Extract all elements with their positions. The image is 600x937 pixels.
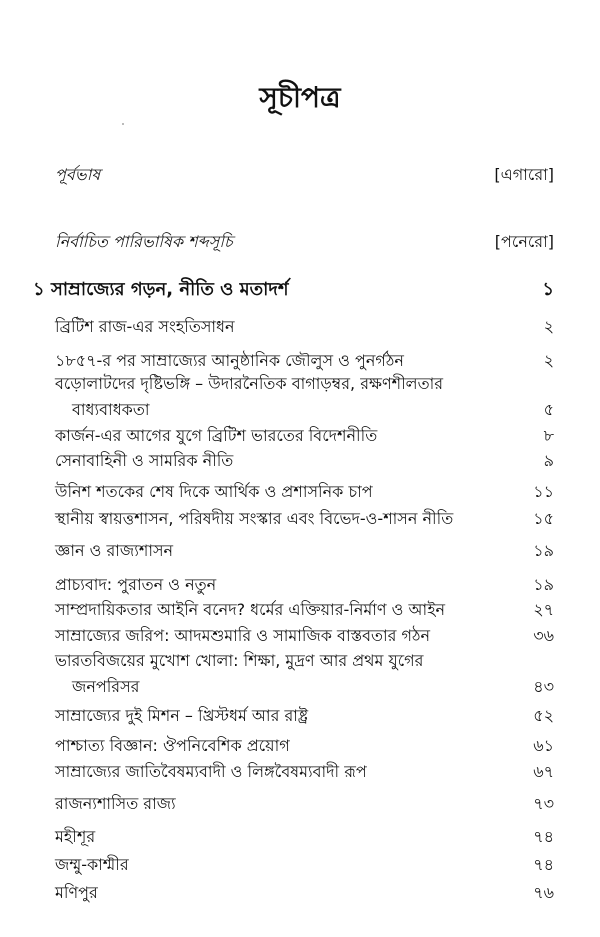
entry-page: ২ [543,351,554,370]
entry-page: ৯ [543,451,554,470]
entry-page: [এগারো] [494,165,554,184]
toc-entry[interactable] [0,371,600,419]
chapter-page: ১ [542,279,554,300]
toc-entry[interactable] [0,423,600,449]
toc-entry[interactable] [0,572,600,598]
toc-entry[interactable] [0,597,600,623]
toc-entry[interactable] [0,824,600,850]
entry-page: ৮ [543,426,554,445]
entry-page: ১৯ [533,541,554,560]
entry-title: ব্রিটিশ রাজ-এর সংহতিসাধন [55,317,235,336]
entry-title: সাম্রাজ্যের দুই মিশন – খ্রিস্টধর্ম আর রাষ্ট্র [55,706,309,725]
entry-page: ২৭ [533,600,554,619]
entry-title: সাম্প্রদায়িকতার আইনি বনেদ? ধর্মের এক্তিয়ার-নির্মাণ ও আইন [55,600,446,619]
entry-page: ৫২ [533,706,554,725]
entry-page: ১৫ [533,509,554,528]
toc-entry[interactable] [0,479,600,505]
entry-page: [পনেরো] [494,232,554,251]
toc-section[interactable] [0,538,600,564]
toc-entry-glossary[interactable] [0,229,600,255]
toc-entry[interactable] [0,506,600,532]
toc-entry[interactable] [0,703,600,729]
toc-entry[interactable] [0,648,600,696]
entry-title: জ্ঞান ও রাজ্যশাসন [55,541,174,560]
entry-title: পূর্বভাষ [55,165,101,184]
toc-entry[interactable] [0,852,600,878]
entry-page: ২ [543,317,554,336]
entry-title: নির্বাচিত পারিভাষিক শব্দসূচি [55,232,233,251]
entry-page: ৭৩ [533,794,554,813]
entry-title: বড়োলাটদের দৃষ্টিভঙ্গি – উদারনৈতিক বাগাড়ম্বর, রক্ষণশীলতার [55,374,444,393]
chapter-title: ১ সাম্রাজ্যের গড়ন, নীতি ও মতাদর্শ [33,279,289,300]
entry-page: ৪৩ [533,677,554,696]
toc-entry[interactable] [0,448,600,474]
entry-page: ৩৬ [533,626,554,645]
toc-section[interactable] [0,791,600,817]
toc-entry[interactable] [0,623,600,649]
page-title: সূচীপত্র [259,81,341,114]
entry-title: প্রাচ্যবাদ: পুরাতন ও নতুন [55,575,217,594]
toc-entry[interactable] [0,733,600,759]
entry-page: ৭৪ [533,827,554,846]
entry-title: সাম্রাজ্যের জরিপ: আদমশুমারি ও সামাজিক বাস্তবতার গঠন [55,626,431,645]
entry-title-continuation: বাধ্যবাধকতা [72,400,150,419]
toc-entry[interactable] [0,880,600,906]
toc-entry-foreword[interactable] [0,162,600,188]
toc-entry[interactable] [0,759,600,785]
entry-page: ১৯ [533,575,554,594]
entry-page: ৬৭ [533,762,554,781]
entry-title: ভারতবিজয়ের মুখোশ খোলা: শিক্ষা, মুদ্রণ আর প্রথম যুগের [55,651,424,670]
entry-title: ১৮৫৭-র পর সাম্রাজ্যের আনুষ্ঠানিক জৌলুস ও পুনর্গঠন [55,351,404,370]
entry-title: জম্মু-কাশ্মীর [55,855,129,874]
entry-page: ৭৬ [533,883,554,902]
entry-title: পাশ্চাত্য বিজ্ঞান: ঔপনিবেশিক প্রয়োগ [55,736,290,755]
entry-page: ১১ [533,482,554,501]
speck [122,123,124,125]
entry-title: সেনাবাহিনী ও সামরিক নীতি [55,451,234,470]
toc-chapter-1[interactable] [0,277,600,303]
entry-title: মহীশূর [55,827,96,846]
entry-title: রাজন্যশাসিত রাজ্য [55,794,176,813]
entry-title: স্থানীয় স্বায়ত্তশাসন, পরিষদীয় সংস্কার এবং বিভেদ-ও-শাসন নীতি [55,509,454,528]
entry-title: সাম্রাজ্যের জাতিবৈষম্যবাদী ও লিঙ্গবৈষম্যবাদী রূপ [55,762,367,781]
entry-title-continuation: জনপরিসর [72,677,140,696]
toc-entry[interactable] [0,314,600,340]
entry-page: ৫ [543,400,554,419]
entry-page: ৭৪ [533,855,554,874]
entry-title: উনিশ শতকের শেষ দিকে আর্থিক ও প্রশাসনিক চাপ [55,482,373,501]
entry-title: কার্জন-এর আগের যুগে ব্রিটিশ ভারতের বিদেশনীতি [55,426,378,445]
entry-title: মণিপুর [55,883,98,902]
entry-page: ৬১ [533,736,554,755]
